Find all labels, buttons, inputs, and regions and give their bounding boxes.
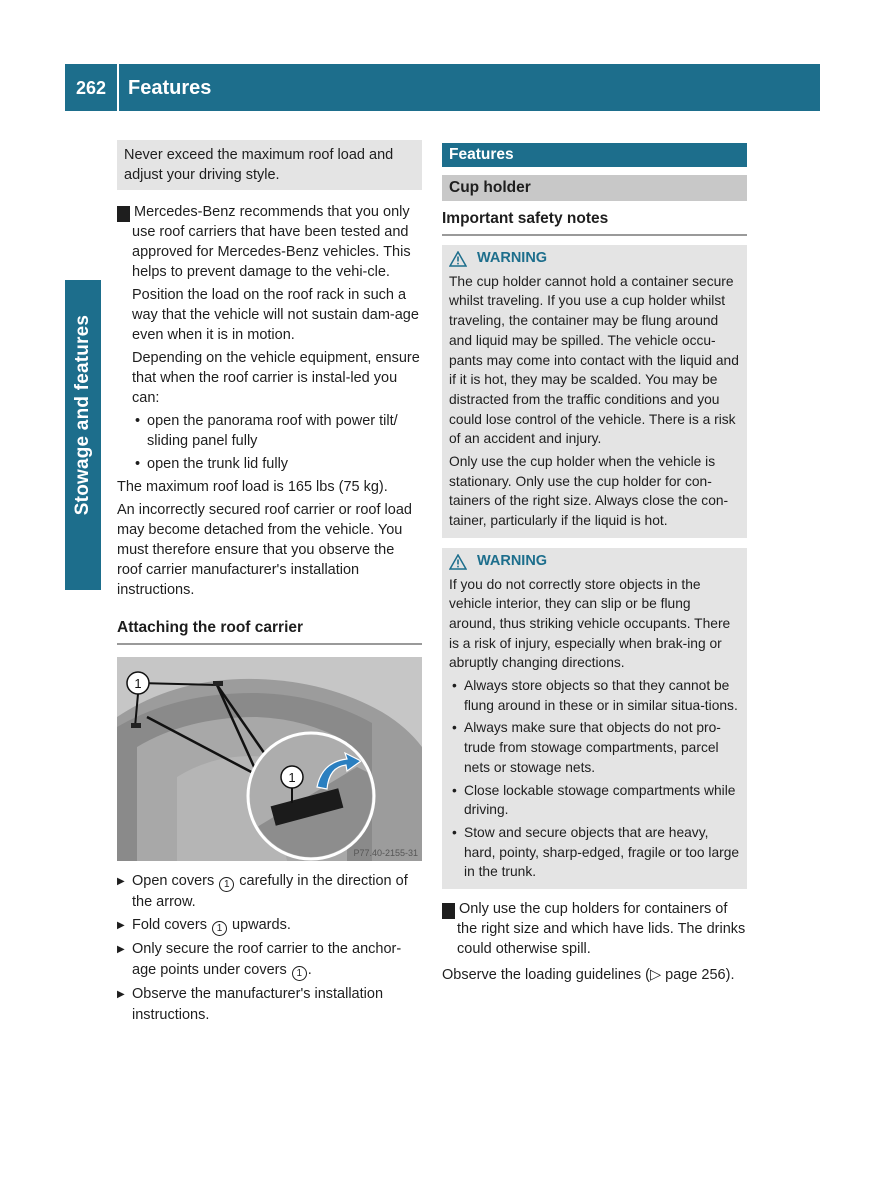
paragraph-incorrect: An incorrectly secured roof carrier or roof load may become detached from the vehicle. You must therefore ensure that you observe the roof carrier manufacturer's installation instructions. xyxy=(117,502,412,598)
list-item: • Always make sure that objects do not pro-trude from stowage compartments, parcel nets or stowage nets. xyxy=(449,718,740,777)
instruction-step xyxy=(117,984,422,1025)
side-tab-label-wrap xyxy=(65,280,101,550)
list-item: • Always store objects so that they cannot be flung around in these or in similar situa-tions. xyxy=(449,676,740,715)
callout-ref: 1 xyxy=(212,921,227,936)
section-heading-attaching: Attaching the roof carrier xyxy=(117,618,422,645)
warning-text: If you do not correctly store objects in the vehicle interior, they can slip or be flung around, thus striking vehicle occupants. There is a risk of injury, especially when brak-ing or abruptly changing directions. xyxy=(449,576,731,671)
warning-text: The cup holder cannot hold a container secure whilst traveling. If you use a cup holder whilst traveling, the container may be flung around and liquid may be spilled. The vehicle occu-pants may come into contact with the liquid and if it is hot, they may be scalded. You may be distracted from the traffic conditions and you could lose control of the vehicle. There is a risk of an accident and injury. xyxy=(449,273,739,447)
safety-notes-heading: Important safety notes xyxy=(442,209,747,236)
loading-guidelines[interactable]: Observe the loading guidelines (▷ page 256). xyxy=(442,967,735,984)
cup-holder-notice xyxy=(438,899,747,959)
list-item: • open the trunk lid fully xyxy=(117,454,422,474)
exclamation-icon: ! xyxy=(117,206,130,222)
step-text: Fold covers xyxy=(132,917,207,933)
page-number: 262 xyxy=(65,64,117,111)
roof-carrier-illustration xyxy=(117,657,422,861)
warning-triangle-icon xyxy=(449,554,467,570)
paragraph-max-load: The maximum roof load is 165 lbs (75 kg). xyxy=(117,479,388,495)
step-text: Open covers xyxy=(132,873,215,889)
cup-holder-notice-text: Only use the cup holders for containers of the right size and which have lids. The drinks could otherwise spill. xyxy=(457,901,746,958)
list-item: • Close lockable stowage compartments while driving. xyxy=(449,781,740,820)
roof-carrier-figure xyxy=(117,657,422,861)
instruction-step xyxy=(117,915,422,936)
list-item: • Stow and secure objects that are heavy, hard, pointy, sharp-edged, fragile or too large in the trunk. xyxy=(449,823,740,882)
page-header-title: Features xyxy=(119,64,820,111)
step-text: Observe the manufacturer's installation instructions. xyxy=(132,986,384,1023)
left-column xyxy=(113,140,422,1028)
paragraph-position: Position the load on the roof rack in such a way that the vehicle will not sustain dam-age even when it is in motion. xyxy=(132,287,419,343)
figure-code: P77.40-2155-31 xyxy=(353,848,418,858)
warning-title-text: WARNING xyxy=(477,552,548,569)
figure-callout-label: 1 xyxy=(134,676,142,691)
roof-load-note: Never exceed the maximum roof load and adjust your driving style. xyxy=(117,140,422,190)
warning-title xyxy=(449,245,740,272)
instruction-step xyxy=(117,939,422,981)
step-text: carefully in the direction of the arrow. xyxy=(132,873,408,910)
right-column xyxy=(438,143,747,988)
section-bar-features: Features xyxy=(442,143,747,167)
important-notice xyxy=(113,202,422,282)
subsection-bar-cup-holder: Cup holder xyxy=(442,175,747,201)
figure-zoom-callout-label: 1 xyxy=(288,770,296,785)
warning-title-text: WARNING xyxy=(477,250,548,266)
exclamation-icon: ! xyxy=(442,903,455,919)
list-item: • open the panorama roof with power tilt/ sliding panel fully xyxy=(117,411,422,451)
paragraph-equipment: Depending on the vehicle equipment, ensure that when the roof carrier is instal-led you can: xyxy=(132,350,420,406)
callout-ref: 1 xyxy=(219,877,234,892)
step-text: . xyxy=(307,962,312,978)
instruction-step xyxy=(117,871,422,912)
step-text: Only secure the roof carrier to the anchor-age points under covers xyxy=(132,941,402,978)
warning-triangle-icon xyxy=(449,251,467,267)
warning-box xyxy=(442,548,747,889)
step-text: upwards. xyxy=(232,917,291,933)
warning-title xyxy=(449,548,740,575)
important-notice-text: Mercedes-Benz recommends that you only use roof carriers that have been tested and approved for Mercedes-Benz vehicles. This helps to prevent damage to the vehi-cle. xyxy=(132,204,411,280)
callout-ref: 1 xyxy=(292,966,307,981)
warning-text: Only use the cup holder when the vehicle is stationary. Only use the cup holder for con-tainers of the right size. Always close the con-tainer, particularly if the liquid is hot. xyxy=(449,454,729,529)
side-tab-label: Stowage and features xyxy=(72,314,94,516)
warning-box xyxy=(442,245,747,538)
